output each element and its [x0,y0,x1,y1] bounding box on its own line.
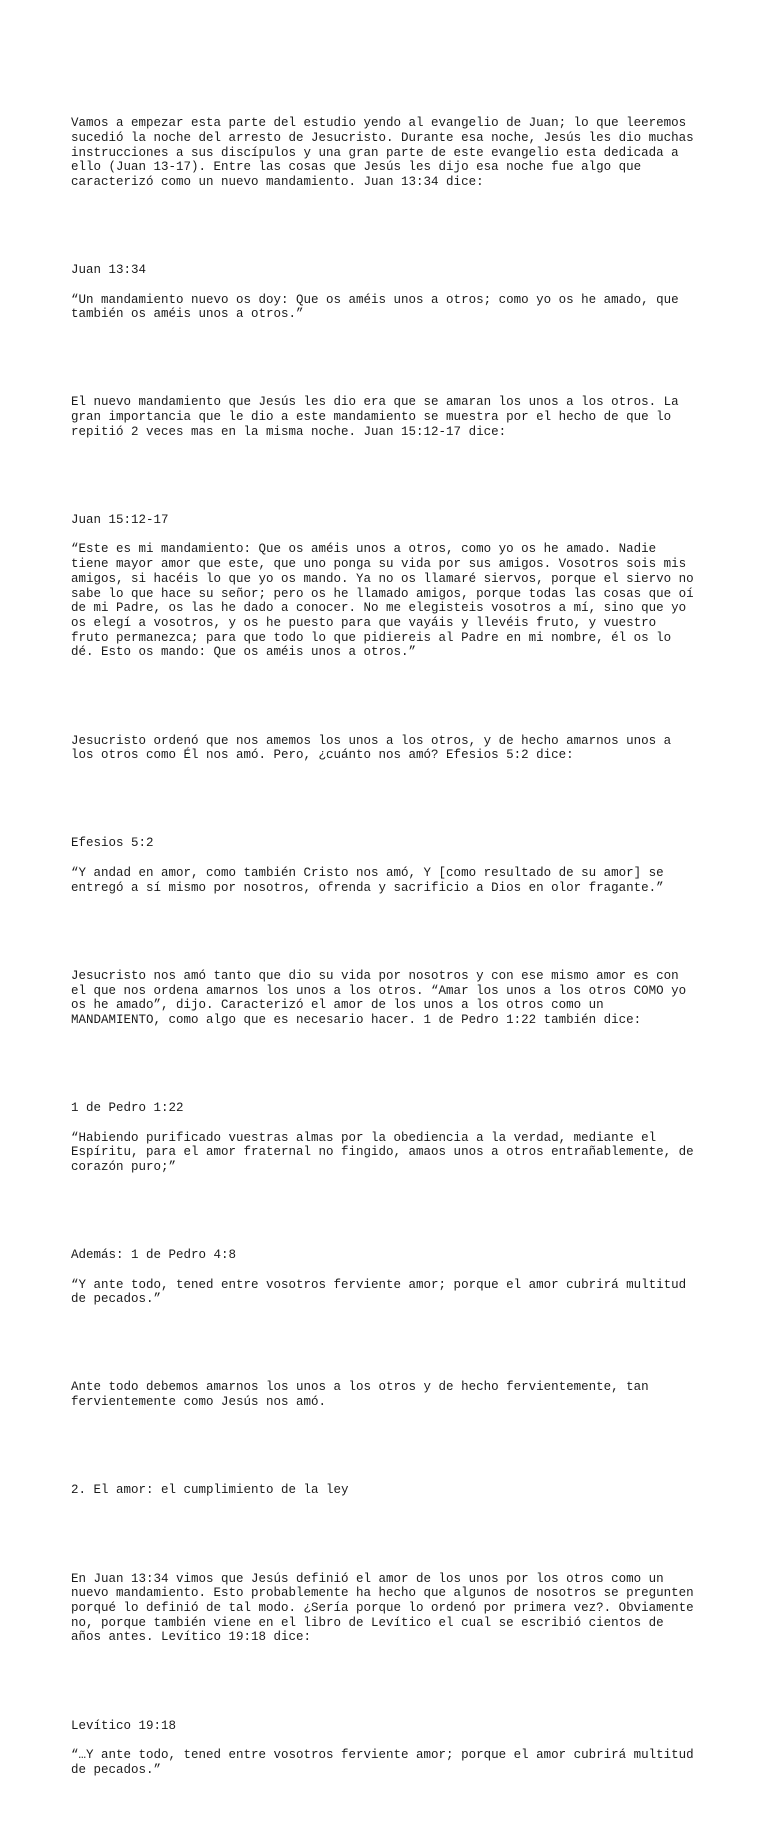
quote-1-pedro-4-8 [71,1233,711,1321]
quote-1-pedro-1-22 [71,1086,711,1189]
paragraph-text: Vamos a empezar esta parte del estudio yendo al evangelio de Juan; lo que leeremos sucedió la noche del arresto de Jesucristo. Durante esa noche, Jesús les dio muchas instrucciones a sus discípulos y una gran parte de este evangelio esta dedicada a ello (Juan 13-17). Entre las cosas que Jesús les dijo esa noche fue algo que caracterizó como un nuevo mandamiento. Juan 13:34 dice: [71,116,694,189]
verse-reference: Juan 15:12-17 [71,513,169,528]
verse-text: “Habiendo purificado vuestras almas por la obediencia a la verdad, mediante el Espíritu, para el amor fraternal no fingido, amaos unos a otros entrañablemente, de corazón puro;” [71,1130,694,1174]
document-body [71,72,711,1836]
section-title: 2. El amor: el cumplimiento de la ley [71,1483,349,1498]
paragraph-jesucristo-ordeno [71,719,711,778]
paragraph-text: En Juan 13:34 vimos que Jesús definió el amor de los unos por los otros como un nuevo mandamiento. Esto probablemente ha hecho que algunos de nosotros se pregunten porqué lo definió de tal modo. ¿Sería porque lo ordenó por primera vez?. Obviamente no, porque también viene en el libro de Levítico el cual se escribió cientos de años antes. Levítico 19:18 dice: [71,1571,694,1645]
section-heading [71,1469,711,1513]
paragraph-text: Jesucristo ordenó que nos amemos los unos a los otros, y de hecho amarnos unos a los otros como Él nos amó. Pero, ¿cuánto nos amó? Efesios 5:2 dice: [71,733,672,763]
verse-text: “Este es mi mandamiento: Que os améis unos a otros, como yo os he amado. Nadie tiene mayor amor que este, que uno ponga su vida por sus amigos. Vosotros sois mis amigos, si hacéis lo que yo os mando. Ya no os llamaré siervos, porque el siervo no sabe lo que hace su señor; pero os he llamado amigos, porque todas las cosas que oí de mi Padre, os las he dado a conocer. No me elegisteis vosotros a mí, sino que yo os elegí a vosotros, y os he puesto para que vayáis y llevéis fruto, y vuestro fruto permanezca; para que todo lo que pidiereis al Padre en mi nombre, él os lo dé. Esto os mando: Que os améis unos a otros.” [71,542,694,660]
paragraph-text: Ante todo debemos amarnos los unos a los otros y de hecho fervientemente, tan fervientemente como Jesús nos amó. [71,1380,649,1410]
paragraph-text: Jesucristo nos amó tanto que dio su vida por nosotros y con ese mismo amor es con el que nos ordena amarnos los unos a los otros. “Amar los unos a los otros COMO yo os he amado”, dijo. Caracterizó el amor de los unos a los otros como un MANDAMIENTO, como algo que es necesario hacer. 1 de Pedro 1:22 también dice: [71,968,687,1027]
paragraph-jesucristo-nos-amo [71,954,711,1042]
paragraph-ante-todo [71,1366,711,1425]
paragraph-juan-13-34-definio [71,1557,711,1660]
paragraph-text: El nuevo mandamiento que Jesús les dio era que se amaran los unos a los otros. La gran importancia que le dio a este mandamiento se muestra por el hecho de que lo repitió 2 veces mas en la misma noche. Juan 15:12-17 dice: [71,395,679,439]
paragraph-intro [71,101,711,204]
quote-efesios-5-2 [71,822,711,910]
verse-text: “…Y ante todo, tened entre vosotros ferviente amor; porque el amor cubrirá multitud de pecados.” [71,1747,694,1777]
verse-reference: Levítico 19:18 [71,1718,177,1733]
verse-reference: Efesios 5:2 [71,836,154,851]
verse-reference: Además: 1 de Pedro 4:8 [71,1248,237,1263]
quote-levitico-19-18 [71,1704,711,1792]
verse-text: “Y ante todo, tened entre vosotros ferviente amor; porque el amor cubrirá multitud de pecados.” [71,1277,687,1307]
paragraph-nuevo-mandamiento [71,381,711,455]
verse-reference: 1 de Pedro 1:22 [71,1101,184,1116]
quote-juan-15-12-17 [71,498,711,674]
verse-reference: Juan 13:34 [71,263,147,278]
verse-text: “Un mandamiento nuevo os doy: Que os améis unos a otros; como yo os he amado, que también os améis unos a otros.” [71,292,679,322]
verse-text: “Y andad en amor, como también Cristo nos amó, Y [como resultado de su amor] se entregó a sí mismo por nosotros, ofrenda y sacrificio a Dios en olor fragante.” [71,865,664,895]
quote-juan-13-34 [71,248,711,336]
